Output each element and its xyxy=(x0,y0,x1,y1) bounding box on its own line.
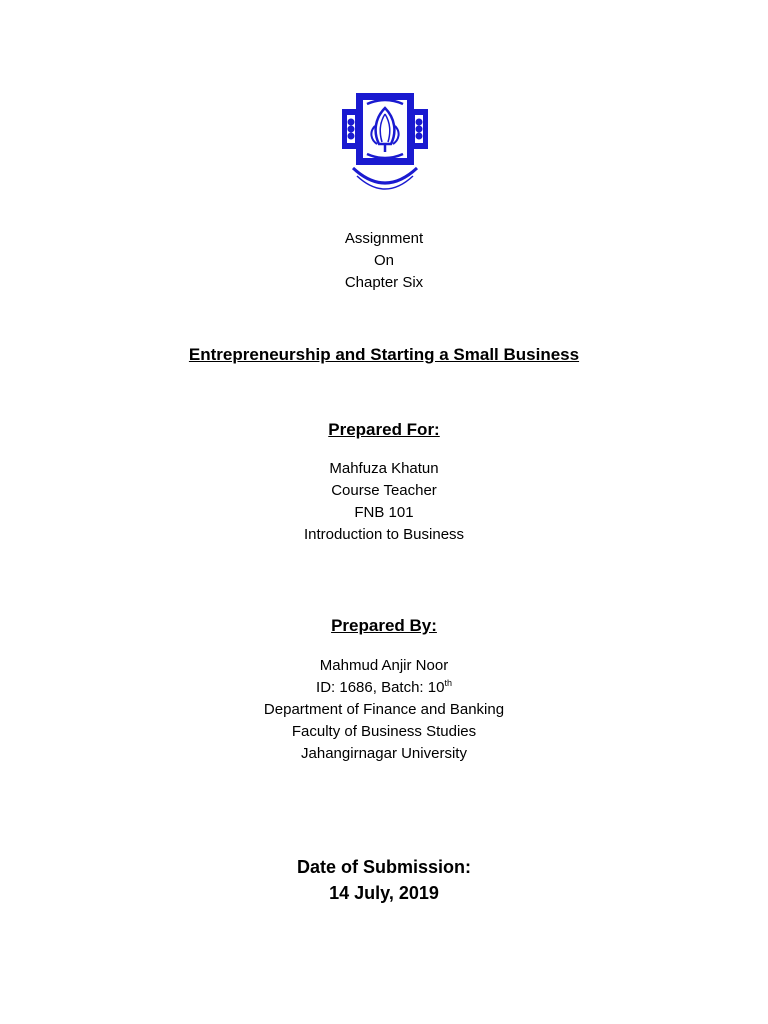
university-logo xyxy=(335,86,435,206)
course-code: FNB 101 xyxy=(354,504,414,521)
assignment-label: Assignment xyxy=(344,230,424,247)
submission-label: Date of Submission: xyxy=(296,857,471,877)
batch-suffix: th xyxy=(444,678,452,688)
student-id-line xyxy=(0,677,768,699)
teacher-name: Mahfuza Khatun xyxy=(329,460,439,477)
on-label: On xyxy=(373,252,394,269)
submission-date: 14 July, 2019 xyxy=(329,883,439,903)
student-id: ID: 1686, Batch: 10 xyxy=(316,679,445,696)
student-name: Mahmud Anjir Noor xyxy=(319,657,449,674)
chapter-label: Chapter Six xyxy=(344,274,424,291)
prepared-for-heading: Prepared For: xyxy=(328,420,440,439)
prepared-by-heading: Prepared By: xyxy=(331,616,437,635)
assignment-title: Entrepreneurship and Starting a Small Business xyxy=(188,345,580,364)
teacher-role: Course Teacher xyxy=(331,482,437,499)
university: Jahangirnagar University xyxy=(301,745,467,762)
faculty: Faculty of Business Studies xyxy=(291,723,477,740)
course-name: Introduction to Business xyxy=(303,526,465,543)
department: Department of Finance and Banking xyxy=(263,701,505,718)
